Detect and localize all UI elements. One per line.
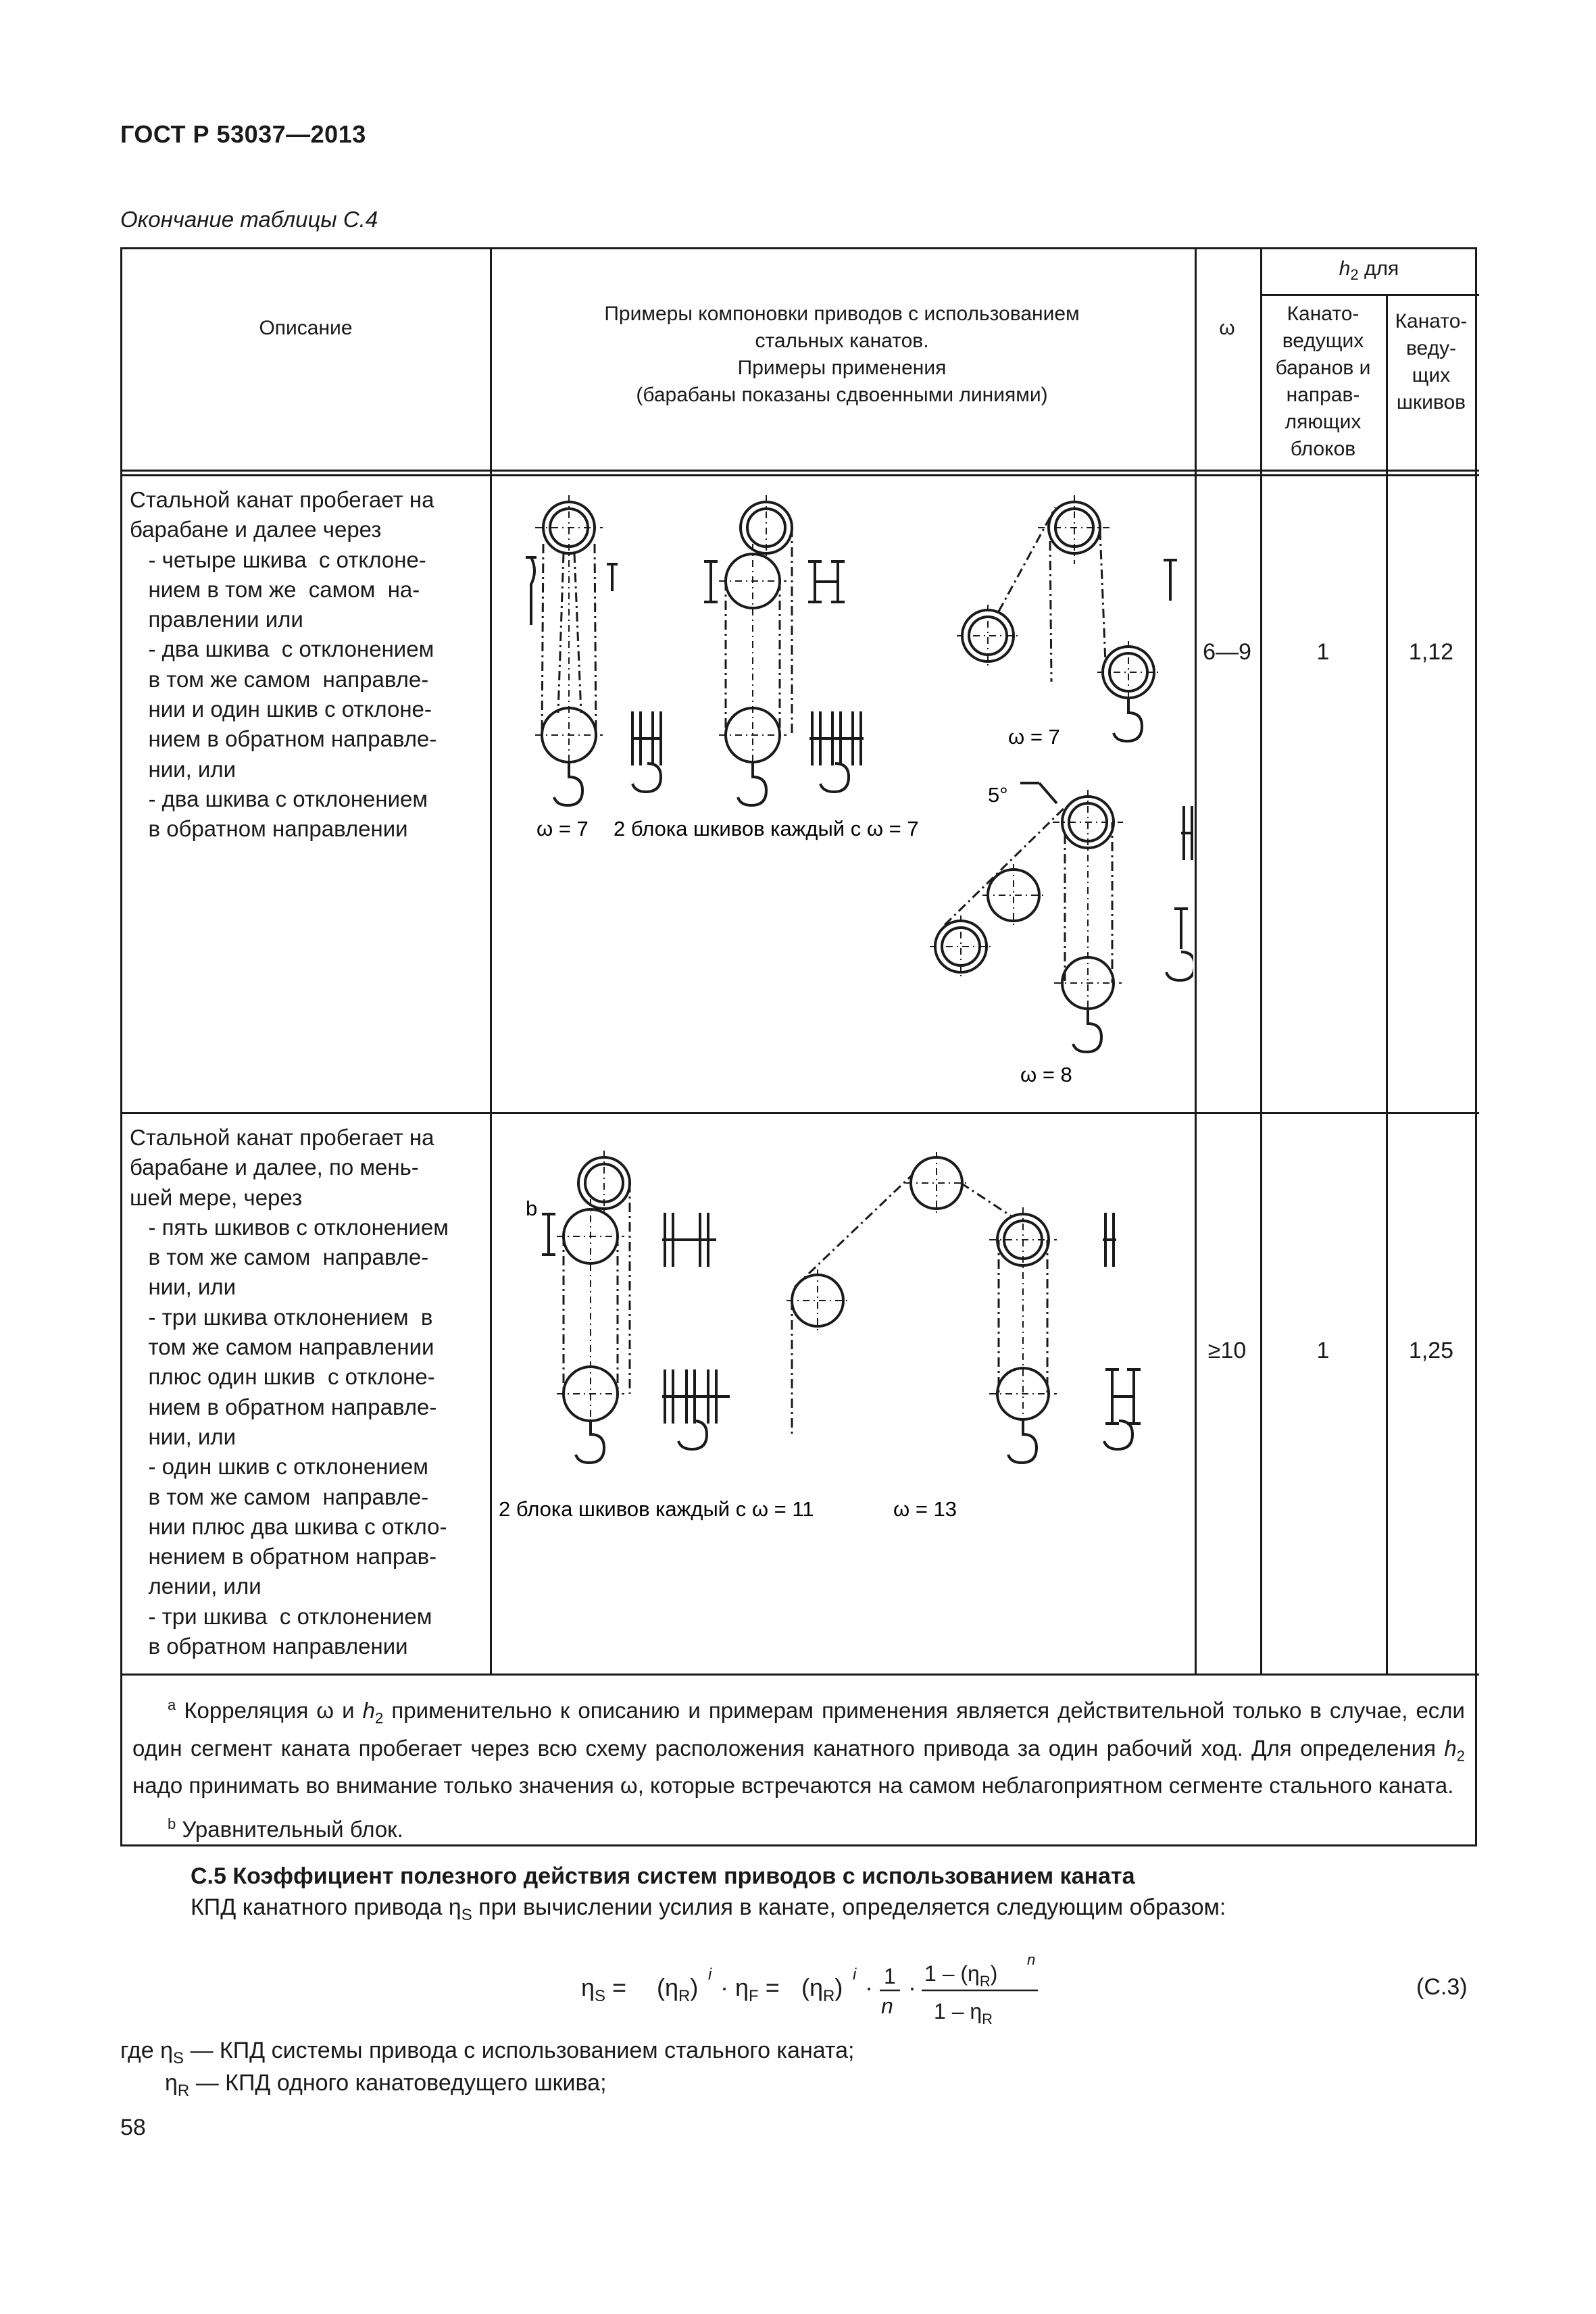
svg-text:1 – ηR: $1 - \eta_R$ [934,1999,993,2027]
header-line: шкивов [1396,391,1466,413]
svg-text:1: 1 [884,1964,896,1988]
header-h2-group [1261,255,1477,288]
row1-h2-blocks: 1 [1316,639,1330,665]
row2-label-w13: ω = 13 [893,1497,957,1521]
row1-label-w7-left: ω = 7 [537,817,589,840]
section-title: С.5 Коэффициент полезного действия систем приводов с использованием каната [191,1863,1135,1889]
row2-h2-blocks: 1 [1316,1338,1330,1363]
where-2-prefix: η [165,2070,178,2096]
row1-label-w7-right: ω = 7 [1008,725,1060,749]
footnote-b-text: Уравнительный блок. [176,1817,403,1842]
row2-label-blocks11: 2 блока шкивов каждый с ω = 11 [499,1497,814,1521]
svg-text:·: · [908,1973,916,2001]
row1-h2-sheaves: 1,12 [1408,639,1454,665]
formula-c3 [581,1946,1054,2027]
footnote-a-text-1: Корреляция ω и [176,1698,363,1723]
header-description: Описание [259,317,353,339]
header-line: блоков [1290,438,1356,460]
header-line: ведущих [1282,330,1364,352]
footnote-a-sub: 2 [375,1709,384,1727]
page-number: 58 [120,2115,146,2140]
row2-label-b: b [526,1197,538,1220]
header-examples-line: стальных канатов. [755,330,929,352]
document-header: ГОСТ Р 53037—2013 [120,120,366,148]
header-line: Канато- [1287,303,1360,325]
svg-text:(ηR): $(\eta_R)$ [801,1973,843,2005]
row1-label-w8: ω = 8 [1020,1063,1072,1086]
formula-number: (С.3) [1416,1974,1468,2000]
header-line: щих [1412,364,1451,386]
svg-text:· ηF =: · $\eta_F$ = [720,1973,780,2005]
footnote-a-mark: a [168,1696,176,1713]
header-omega: ω [1219,317,1235,339]
where-1-sub: S [172,2048,184,2067]
table-caption: Окончание таблицы С.4 [120,207,378,232]
footnote-a-h: h [362,1698,376,1723]
section-intro [191,1892,1226,1931]
svg-text:i: i [708,1965,712,1984]
svg-text:n: n [881,1994,893,2018]
row2-description: Стальной канат пробегает на барабане и далее, по мень- шей мере, через - пять шкивов с отклонением в том же самом направле- нии, или - три шкива отклонением в том же самом направлении плюс один шкив с отклоне- нием в обратном направле- нии, или - один шкив с отклонением в том же самом направле- нии плюс два шкива с откло- нением в обратном направ- лении, или - три шкива с отклонением в обратном направлении [130,1125,449,1659]
header-examples [491,301,1193,409]
row1-omega: 6—9 [1203,639,1251,665]
header-line: веду- [1405,337,1457,359]
header-examples-line: Примеры компоновки приводов с использованием [604,303,1080,325]
header-h2-blocks [1261,301,1385,463]
where-1-text: — КПД системы привода с использованием стального каната; [184,2038,855,2063]
footnote-a-text-2: применительно к описанию и примерам применения является действительной только в случае, если один сегмент каната пробегает через всю схему расположения канатного привода за один рабочий ход. Для определения [132,1698,1465,1761]
svg-text:i: i [853,1965,857,1984]
header-line: баранов и [1275,357,1371,379]
svg-text:1 – (ηR): $1 - (\eta_R)$ [924,1961,998,1990]
footnote-b [168,1809,403,1844]
intro-text-1: КПД канатного привода η [191,1894,462,1920]
svg-text:·: · [865,1973,873,2001]
row1-diagram [491,476,1193,1108]
row2-h2-sheaves: 1,25 [1408,1338,1454,1363]
intro-text-2: при вычислении усилия в канате, определяется следующим образом: [472,1894,1226,1920]
header-examples-line: Примеры применения [737,357,947,379]
footnote-b-mark: b [168,1815,176,1832]
h2-symbol: h [1339,257,1351,280]
header-line: ляющих [1285,411,1362,433]
svg-text:ηS =: $\eta_S$ = [581,1973,627,2005]
where-2-text: — КПД одного канатоведущего шкива; [189,2070,607,2096]
header-line: Канато- [1395,310,1468,332]
where-line-2 [165,2067,607,2107]
header-line: направ- [1286,384,1360,406]
footnote-a-text-3: надо принимать во внимание только значения ω, которые встречаются на самом неблагоприятном сегменте стального каната. [132,1773,1454,1799]
row1-description: Стальной канат пробегает на барабане и далее через - четыре шкива с отклоне- нием в том же самом на- правлении или - два шкива с отклонением в том же самом направле- нии и один шкив с отклоне- нием в обратном направле- нии, или - два шкива с отклонением в обратном направлении [130,487,437,842]
row2-omega: ≥10 [1207,1338,1247,1363]
footnote-a-h2: h [1444,1735,1457,1761]
header-examples-line: (барабаны показаны сдвоенными линиями) [636,384,1048,406]
h2-suffix: для [1358,257,1399,280]
where-2-sub: R [177,2081,190,2100]
footnote-a-sub2: 2 [1456,1747,1465,1765]
intro-sub: S [461,1905,472,1924]
where-1-prefix: где η [120,2038,173,2063]
svg-text:(ηR): $(\eta_R)$ [657,1973,699,2005]
row1-label-angle: 5° [988,783,1008,807]
header-h2-sheaves [1386,308,1476,416]
row1-label-blocks7: 2 блока шкивов каждый с ω = 7 [614,817,919,840]
svg-text:n: n [1027,1951,1036,1968]
h2-subscript: 2 [1350,266,1359,283]
footnote-a [132,1690,1465,1801]
row2-diagram [491,1118,1193,1659]
